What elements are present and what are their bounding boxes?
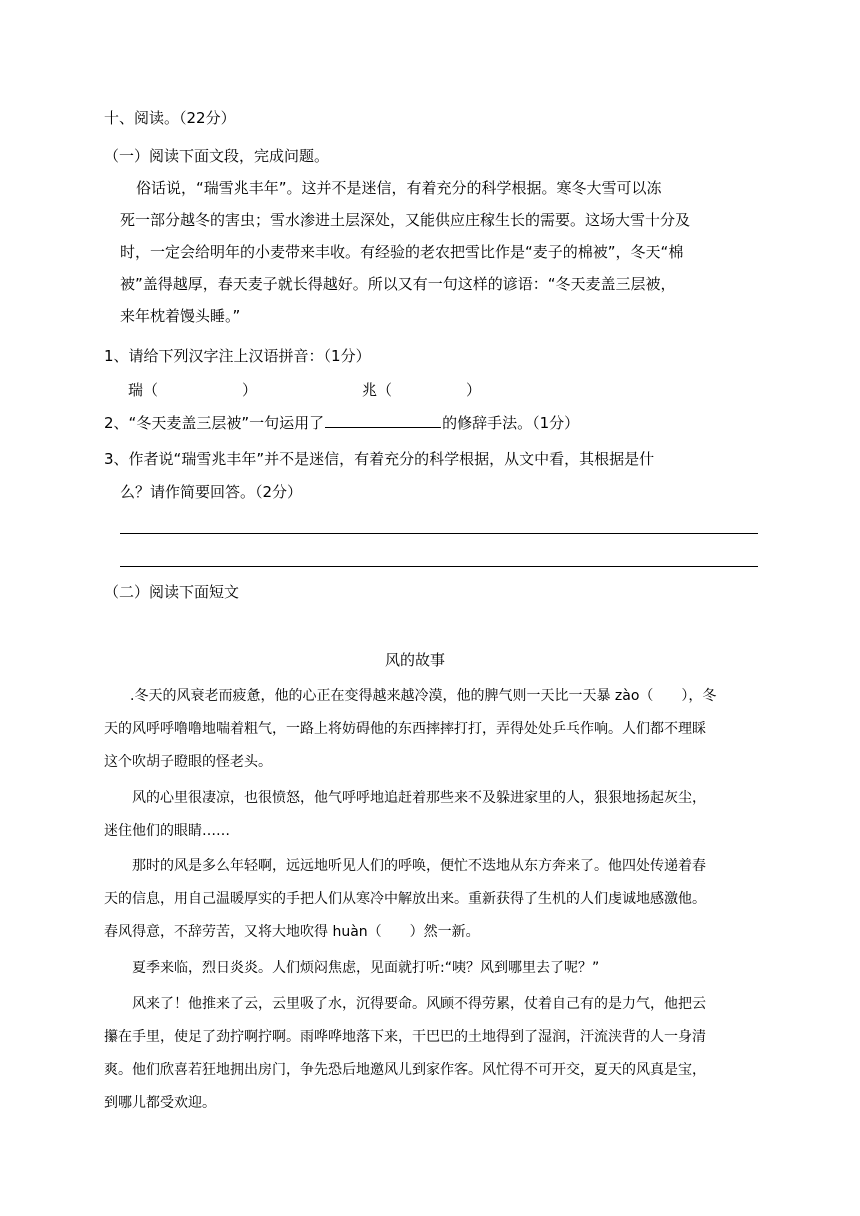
story-line: 夏季来临，烈日炎炎。人们烦闷焦虑，见面就打听:“咦？风到哪里去了呢？” <box>132 960 600 976</box>
q1-char-ruì: 瑞（ <box>128 381 159 399</box>
q1-char-ruì-close: ） <box>242 381 258 399</box>
story-line: 风的心里很凄凉，也很愤怒，他气呼呼地追赶着那些来不及躲进家里的人，狠狠地扬起灰尘， <box>132 790 706 806</box>
q2-blank[interactable] <box>325 412 441 428</box>
story-line: 那时的风是多么年轻啊，远远地听见人们的呼唤，便忙不迭地从东方奔来了。他四处传递着春 <box>132 858 706 874</box>
passage-line: 时，一定会给明年的小麦带来丰收。有经验的老农把雪比作是“麦子的棉被”，冬天“棉 <box>120 243 684 261</box>
story-line: 天的信息，用自己温暖厚实的手把人们从寒冷中解放出来。重新获得了生机的人们虔诚地感激他。 <box>104 891 706 907</box>
q2-text-after: 的修辞手法。（1分） <box>442 414 580 432</box>
passage-line: 被”盖得越厚，春天麦子就长得越好。所以又有一句这样的谚语：“冬天麦盖三层被， <box>120 275 676 293</box>
story-line: 天的风呼呼噜噜地喘着粗气，一路上将妨碍他的东西摔摔打打，弄得处处乒乓作响。人们都不理睬 <box>104 721 706 737</box>
question-3-line2: 么？请作简要回答。（2分） <box>120 483 303 501</box>
question-3-line1: 3、作者说“瑞雪兆丰年”并不是迷信，有着充分的科学根据，从文中看，其根据是什 <box>104 450 655 468</box>
q2-text-before: 2、“冬天麦盖三层被”一句运用了 <box>104 414 325 432</box>
passage-line: 来年枕着馒头睡。” <box>120 307 241 325</box>
part1-heading: （一）阅读下面文段，完成问题。 <box>104 147 330 165</box>
story-line: 春风得意，不辞劳苦，又将大地吹得 huàn（ ）然一新。 <box>104 924 480 940</box>
q1-char-zhào: 兆（ <box>362 381 393 399</box>
story-line: 到哪儿都受欢迎。 <box>104 1095 216 1111</box>
passage-line: 俗话说，“瑞雪兆丰年”。这并不是迷信，有着充分的科学根据。寒冬大雪可以冻 <box>136 179 662 197</box>
passage-line: 死一部分越冬的害虫；雪水渗进土层深处，又能供应庄稼生长的需要。这场大雪十分及 <box>120 211 691 229</box>
story-line: 爽。他们欣喜若狂地拥出房门，争先恐后地邀风儿到家作客。风忙得不可开交，夏天的风真是宝， <box>104 1062 706 1078</box>
answer-line[interactable] <box>120 566 758 567</box>
story-line: 这个吹胡子瞪眼的怪老头。 <box>104 754 272 770</box>
story-line: 风来了！他推来了云，云里吸了水，沉得要命。风顾不得劳累，仗着自己有的是力气，他把云 <box>132 996 706 1012</box>
question-1: 1、请给下列汉字注上汉语拼音：（1分） <box>104 347 371 365</box>
q1-char-zhào-close: ） <box>466 381 482 399</box>
story-line: 迷住他们的眼睛…… <box>104 823 230 839</box>
story-line: .冬天的风衰老而疲惫，他的心正在变得越来越冷漠，他的脾气则一天比一天暴 zào（ ），冬 <box>130 688 717 704</box>
section-title: 十、阅读。（22分） <box>104 109 236 127</box>
question-2 <box>104 412 579 434</box>
part2-heading: （二）阅读下面短文 <box>104 583 240 601</box>
story-line: 攥在手里，使足了劲拧啊拧啊。雨哗哗地落下来，干巴巴的土地得到了湿润，汗流浃背的人一身清 <box>104 1029 706 1045</box>
story-title: 风的故事 <box>385 651 446 669</box>
answer-line[interactable] <box>120 533 758 534</box>
